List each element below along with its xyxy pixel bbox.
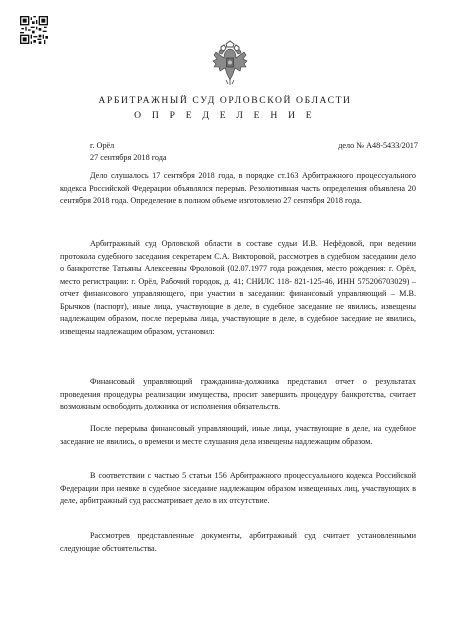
court-name: АРБИТРАЖНЫЙ СУД ОРЛОВСКОЙ ОБЛАСТИ — [98, 95, 352, 106]
case-number: дело № А48-5433/2017 — [338, 141, 418, 150]
paragraph-conclusion — [60, 530, 416, 555]
paragraph-text: Рассмотрев представленные документы, арбитражный суд считает установленными следующие обстоятельства. — [60, 531, 416, 553]
paragraph-manager-report — [60, 376, 416, 414]
paragraph-legal-basis — [60, 470, 416, 508]
paragraph-after-recess — [60, 423, 416, 448]
document-type-title: О П Р Е Д Е Л Е Н И Е — [134, 110, 316, 121]
paragraph-court-composition — [60, 238, 416, 338]
city: г. Орёл — [90, 141, 115, 150]
double-headed-eagle-emblem-icon — [212, 40, 248, 86]
paragraph-text: В соответствии с частью 5 статьи 156 Арбитражного процессуального кодекса Российской Федерации при неявке в судебное заседание надлежащим образом извещенных лиц, участвующих в деле, арбитражный суд рассматривает дело в их отсутствие. — [60, 471, 416, 505]
paragraph-text: Арбитражный суд Орловской области в составе судьи И.В. Нефёдовой, при ведении протокола судебного заседания секретарем С.А. Викторовой, рассмотрев в судебном заседании дело о банкротстве Татьяны Алексеевны Фроловой (02.07.1977 года рождения, место рождения: г. Орёл, место регистрации: г. Орёл, Рабочий городок, д. 41; СНИЛС 118- 821-125-46, ИНН 575206703029) – отчет финансового управляющего, при участии в заседании: финансовый управляющий – М.В. Брычков (паспорт), иные лица, участвующие в деле, в судебное заседание не явились, извещены надлежащим образом, после перерыва лица, участвующие в деле, в судебное заседние не явились, извещены надлежащим образом, установил: — [60, 239, 416, 336]
paragraph-text: После перерыва финансовый управляющий, иные лица, участвующие в деле, на судебное заседание не явились, о времени и месте слушания дела извещены надлежащим образом. — [60, 424, 416, 446]
document-date: 27 сентября 2018 года — [90, 153, 167, 162]
paragraph-text: Дело слушалось 17 сентября 2018 года, в порядке ст.163 Арбитражного процессуального кодекса Российской Федерации объявлялся перерыв. Резолютивная часть определения объявлена 20 сентября 2018 года. Определение в полном объеме изготовлено 27 сентября 2018 года. — [60, 171, 416, 205]
paragraph-hearing-info — [60, 170, 416, 208]
paragraph-text: Финансовый управляющий гражданина-должника представил отчет о результатах проведения процедуры реализации имущества, просит завершить процедуру банкротства, считает возможным освободить должника от исполнения обязательств. — [60, 377, 416, 411]
qr-code-icon — [20, 16, 48, 44]
